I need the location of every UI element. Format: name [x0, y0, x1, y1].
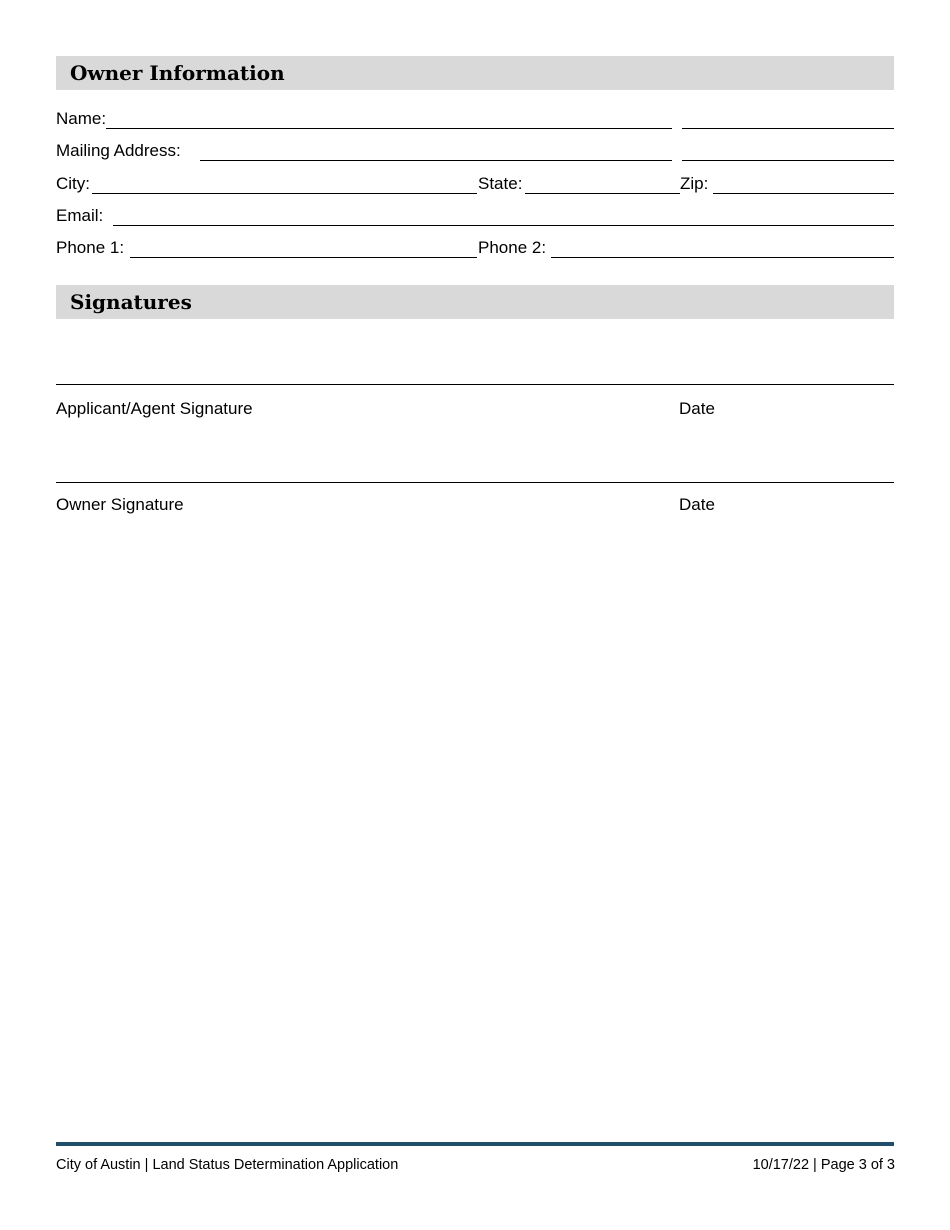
footer-divider [56, 1142, 894, 1146]
phone2-field[interactable] [551, 257, 894, 258]
state-label: State: [478, 174, 523, 193]
phone1-label: Phone 1: [56, 238, 125, 257]
footer-document-title: City of Austin | Land Status Determination Application [56, 1157, 399, 1173]
city-label: City: [56, 174, 90, 193]
applicant-date-label: Date [679, 399, 715, 418]
zip-field[interactable] [713, 193, 894, 194]
mailing-address-field-extra[interactable] [682, 160, 894, 161]
name-field-extra[interactable] [682, 128, 894, 129]
name-field[interactable] [106, 128, 672, 129]
email-field[interactable] [113, 225, 894, 226]
footer-page-info: 10/17/22 | Page 3 of 3 [752, 1157, 895, 1173]
email-label: Email: [56, 206, 104, 225]
owner-date-label: Date [679, 495, 715, 514]
phone2-label: Phone 2: [478, 238, 547, 257]
applicant-signature-label: Applicant/Agent Signature [56, 399, 253, 418]
city-field[interactable] [92, 193, 477, 194]
mailing-address-field[interactable] [200, 160, 672, 161]
state-field[interactable] [525, 193, 680, 194]
zip-label: Zip: [680, 174, 709, 193]
owner-information-header: Owner Information [56, 56, 894, 90]
phone1-field[interactable] [130, 257, 477, 258]
mailing-address-label: Mailing Address: [56, 141, 181, 160]
name-label: Name: [56, 109, 107, 128]
owner-signature-label: Owner Signature [56, 495, 184, 514]
signatures-header: Signatures [56, 285, 894, 319]
owner-signature-line[interactable] [56, 482, 894, 483]
applicant-signature-line[interactable] [56, 384, 894, 385]
